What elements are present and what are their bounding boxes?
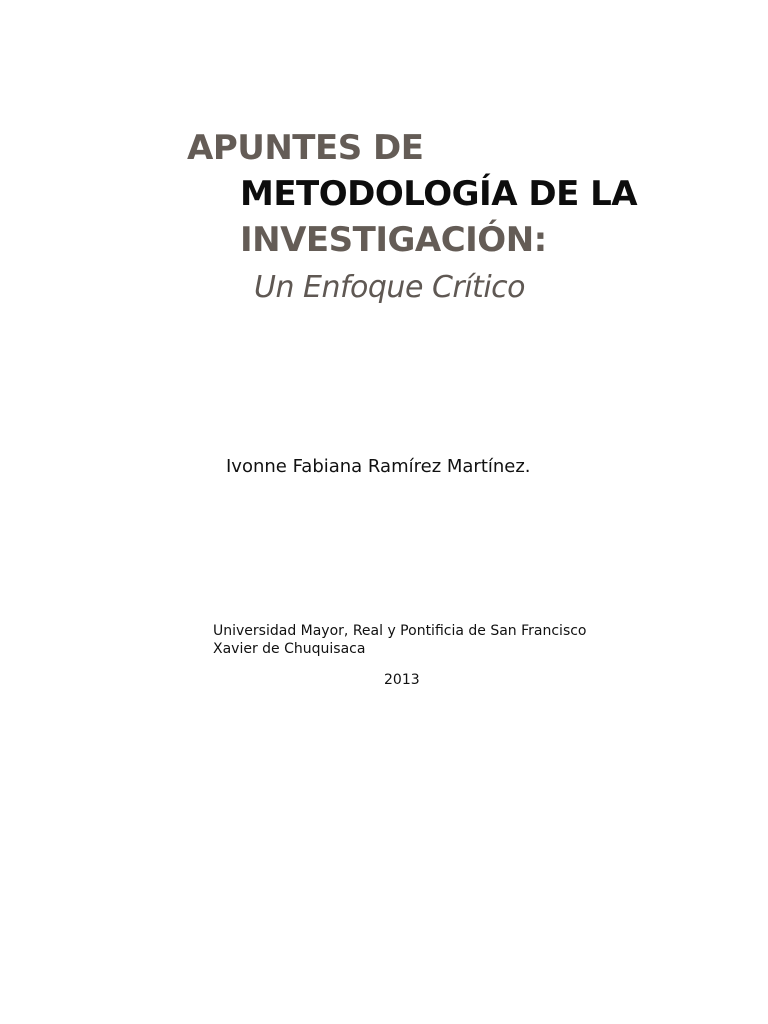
author-name: Ivonne Fabiana Ramírez Martínez. — [226, 456, 531, 477]
institution-name — [213, 622, 587, 658]
title-line-3: INVESTIGACIÓN: — [240, 220, 547, 260]
title-line-1: APUNTES DE — [187, 128, 424, 168]
publication-year: 2013 — [384, 672, 420, 688]
institution-line-2: Xavier de Chuquisaca — [213, 641, 366, 657]
subtitle: Un Enfoque Crítico — [254, 270, 526, 305]
title-line-2: METODOLOGÍA DE LA — [240, 174, 638, 214]
institution-line-1: Universidad Mayor, Real y Pontificia de San Francisco — [213, 623, 587, 639]
